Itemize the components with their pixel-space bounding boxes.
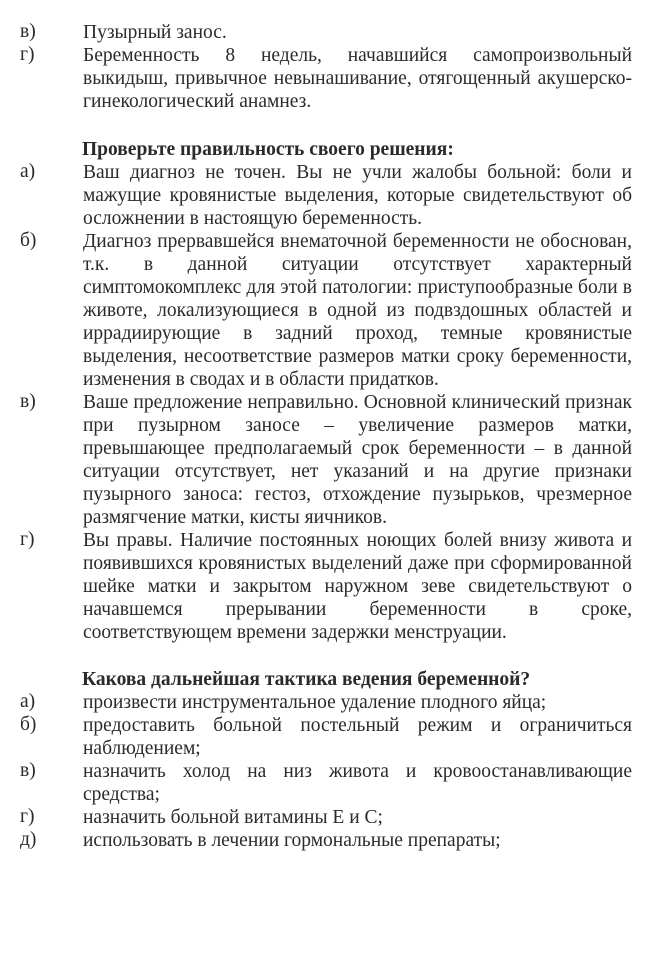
option-text: Пузырный занос. [83, 22, 227, 43]
answer-text: Ваш диагноз не точен. Вы не учли жалобы больной: боли и мажущие кровянистые выделения, которые свидетельствуют об осложнении в настоящую беременность. [83, 162, 632, 229]
answer-label: а) [20, 161, 36, 182]
answer-text: Диагноз прервавшейся внематочной беременности не обоснован, т.к. в данной ситуации отсутствует характерный симптомокомплекс для этой патологии: приступообразные боли в животе, локализующиеся в одной из подвздошных областей и иррадиирующие в задний проход, темные кровянистые выделения, несоответствие размеров матки сроку беременности, изменения в сводах и в области придатков. [83, 231, 632, 390]
option-label: д) [20, 829, 37, 850]
answer-label: в) [20, 391, 36, 412]
option-text: произвести инструментальное удаление плодного яйца; [83, 692, 547, 713]
option-text: назначить больной витамины Е и С; [83, 807, 383, 828]
intro-option-v [20, 21, 632, 44]
option-label: а) [20, 691, 36, 712]
option-text: использовать в лечении гормональные препараты; [83, 830, 501, 851]
answer-label: г) [20, 529, 35, 550]
option-text: Беременность 8 недель, начавшийся самопроизвольный выкидыш, привычное невынашивание, отягощенный акушерско-гинекологический анамнез. [83, 45, 632, 112]
question-heading: Какова дальнейшая тактика ведения беременной? [82, 669, 531, 690]
option-label: в) [20, 21, 36, 42]
intro-option-g [20, 44, 632, 113]
answer-a [20, 161, 632, 230]
check-heading: Проверьте правильность своего решения: [82, 139, 454, 160]
option-d [20, 829, 632, 852]
answer-v [20, 391, 632, 529]
answer-label: б) [20, 230, 37, 251]
answer-text: Вы правы. Наличие постоянных ноющих болей внизу живота и появившихся кровянистых выделений даже при сформированной шейке матки и закрытом наружном зеве свидетельствуют о начавшемся прерывании беременности в сроке, соответствующем времени задержки менструации. [83, 530, 632, 643]
option-label: б) [20, 714, 37, 735]
option-a [20, 691, 632, 714]
option-b [20, 714, 632, 760]
answer-text: Ваше предложение неправильно. Основной клинический признак при пузырном заносе – увеличение размеров матки, превышающее предполагаемый срок беременности – в данной ситуации отсутствует, нет указаний и на другие признаки пузырного заноса: гестоз, отхождение пузырьков, чрезмерное размягчение матки, кисты яичников. [83, 392, 632, 528]
answer-b [20, 230, 632, 391]
option-text: назначить холод на низ живота и кровоостанавливающие средства; [83, 761, 632, 805]
option-label: г) [20, 806, 35, 827]
answer-g [20, 529, 632, 644]
option-text: предоставить больной постельный режим и ограничиться наблюдением; [83, 715, 632, 759]
option-v [20, 760, 632, 806]
option-label: в) [20, 760, 36, 781]
option-label: г) [20, 44, 35, 65]
option-g [20, 806, 632, 829]
